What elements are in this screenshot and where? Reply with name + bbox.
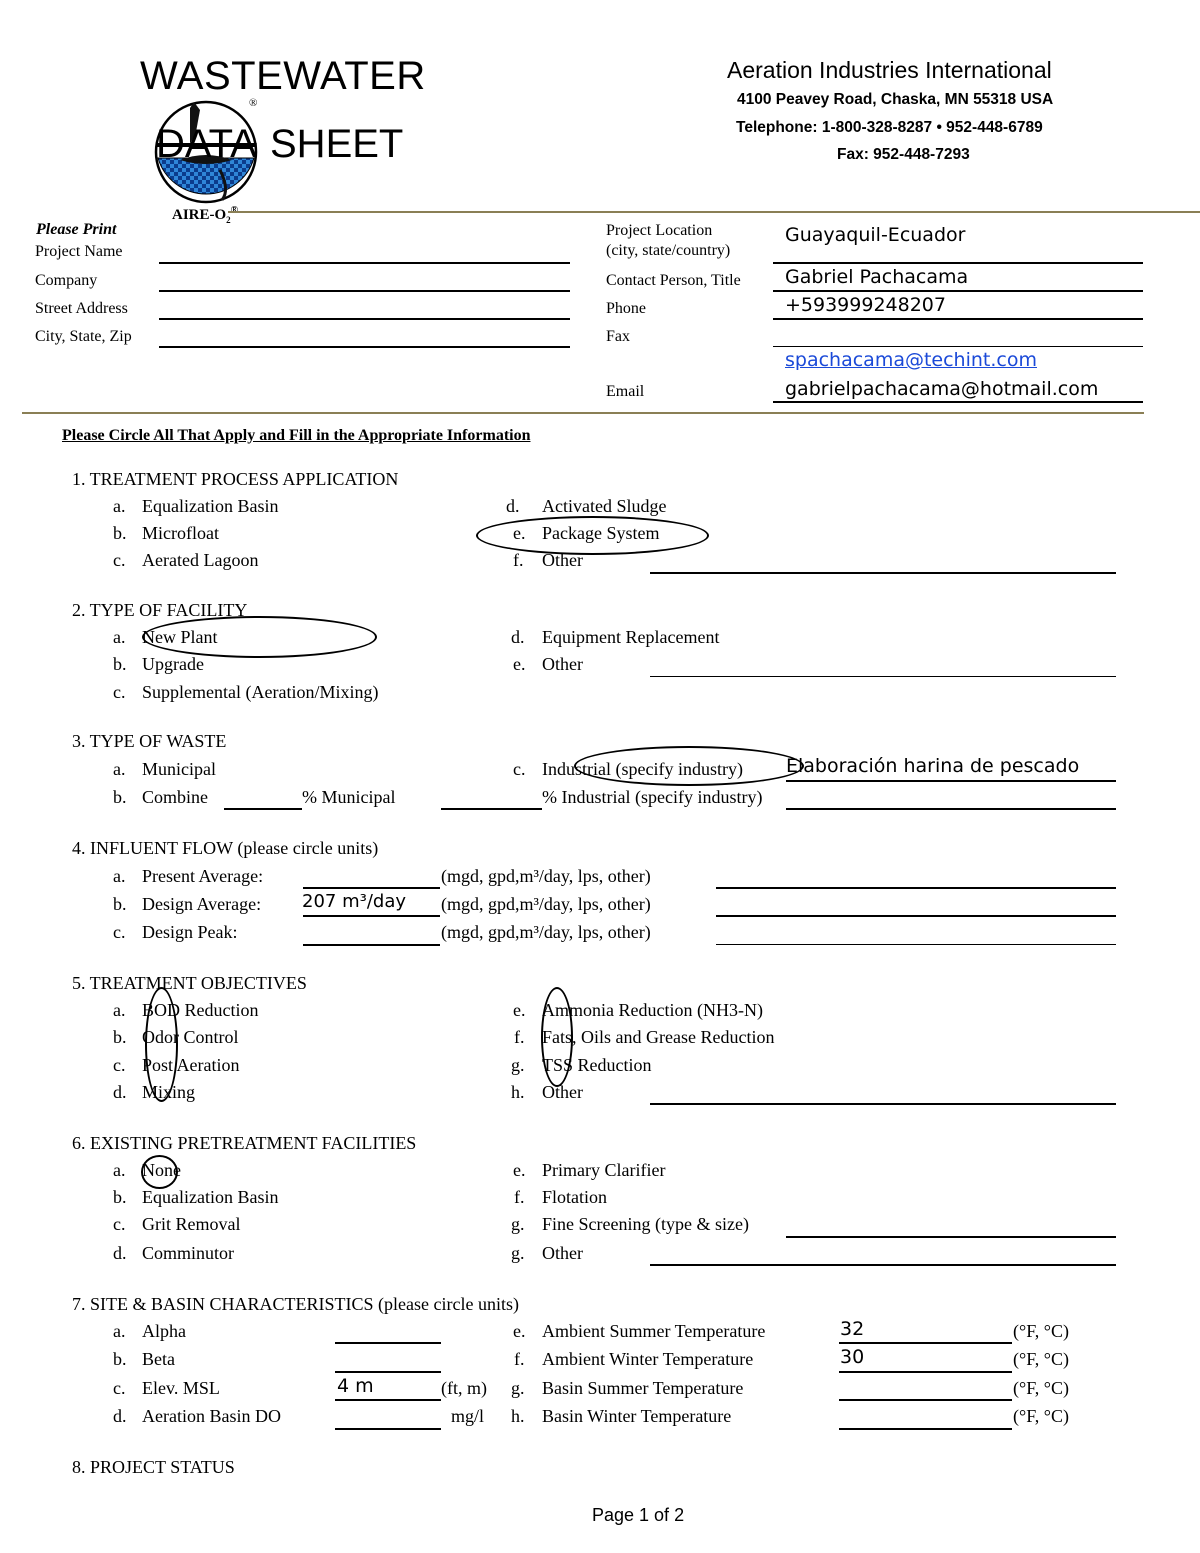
other-field[interactable] (650, 1264, 1116, 1266)
phone-label: Phone (606, 300, 646, 317)
option-supplemental[interactable]: Supplemental (Aeration/Mixing) (142, 682, 379, 702)
option-municipal[interactable]: Municipal (142, 759, 216, 779)
fax-field[interactable] (773, 346, 1143, 347)
instructions: Please Circle All That Apply and Fill in the Appropriate Information (62, 427, 531, 444)
project-location-value[interactable]: Guayaquil-Ecuador (785, 224, 966, 246)
circle-mark-package-system (476, 516, 709, 555)
industry-value[interactable]: Elaboración harina de pescado (786, 755, 1080, 777)
option-microfloat[interactable]: Microfloat (142, 523, 219, 543)
option-other[interactable]: Other (542, 1082, 583, 1102)
design-peak-field[interactable] (303, 944, 440, 946)
option-tss-reduction[interactable]: TSS Reduction (542, 1055, 652, 1075)
option-primary-clarifier[interactable]: Primary Clarifier (542, 1160, 666, 1180)
company-address: 4100 Peavey Road, Chaska, MN 55318 USA (737, 91, 1054, 108)
logo-title-sheet: SHEET (270, 122, 404, 166)
page-number: Page 1 of 2 (592, 1505, 685, 1525)
phone-field[interactable] (773, 318, 1143, 320)
design-peak-other-field[interactable] (716, 944, 1116, 945)
circle-mark-none (141, 1155, 178, 1189)
logo-registered: ® (249, 97, 258, 109)
contact-person-field[interactable] (773, 290, 1143, 292)
company-fax: Fax: 952-448-7293 (837, 146, 970, 163)
logo-brand-text: AIRE-O (172, 207, 227, 223)
alpha-field[interactable] (335, 1342, 441, 1344)
option-fine-screening[interactable]: Fine Screening (type & size) (542, 1214, 749, 1234)
letter-c: c. (113, 1378, 126, 1398)
email-field[interactable] (773, 401, 1143, 403)
header-divider (228, 211, 1200, 213)
basin-summer-units[interactable]: (°F, °C) (1013, 1378, 1069, 1398)
option-ammonia-reduction[interactable]: Ammonia Reduction (NH3-N) (542, 1000, 763, 1020)
company-name: Aeration Industries International (727, 57, 1052, 83)
combine-industry-field[interactable] (786, 808, 1116, 810)
other-field[interactable] (650, 572, 1116, 574)
elev-msl-units[interactable]: (ft, m) (441, 1378, 487, 1398)
project-location-label-2: (city, state/country) (606, 242, 731, 259)
option-aerated-lagoon[interactable]: Aerated Lagoon (142, 550, 259, 570)
street-address-field[interactable] (159, 318, 570, 320)
option-other[interactable]: Other (542, 550, 583, 570)
letter-a: a. (113, 496, 126, 516)
section-4-title: 4. INFLUENT FLOW (please circle units) (72, 838, 379, 858)
option-mixing[interactable]: Mixing (142, 1082, 196, 1102)
option-flotation[interactable]: Flotation (542, 1187, 608, 1207)
letter-g: g. (511, 1243, 525, 1263)
section-1-title: 1. TREATMENT PROCESS APPLICATION (72, 469, 399, 489)
company-label: Company (35, 272, 98, 289)
letter-b: b. (113, 1027, 127, 1047)
letter-e: e. (513, 654, 526, 674)
circle-mark-industrial (574, 746, 804, 786)
letter-f: f. (514, 1349, 525, 1369)
option-post-aeration[interactable]: Post Aeration (142, 1055, 240, 1075)
combine-municipal-pct-field[interactable] (224, 808, 302, 810)
option-bod-reduction[interactable]: BOD Reduction (142, 1000, 259, 1020)
basin-winter-label: Basin Winter Temperature (542, 1406, 732, 1426)
logo-brand-reg: ® (230, 205, 239, 216)
letter-c: c. (113, 1055, 126, 1075)
letter-d: d. (113, 1082, 127, 1102)
letter-a: a. (113, 1160, 126, 1180)
industry-field[interactable] (786, 780, 1116, 782)
design-average-label: Design Average: (142, 894, 262, 914)
letter-e: e. (513, 523, 526, 543)
circle-mark-left-column (145, 987, 178, 1102)
beta-field[interactable] (335, 1371, 441, 1373)
option-other[interactable]: Other (542, 1243, 583, 1263)
option-equipment-replacement[interactable]: Equipment Replacement (542, 627, 720, 647)
fine-screening-field[interactable] (786, 1236, 1116, 1238)
letter-f: f. (514, 1187, 525, 1207)
letter-e: e. (513, 1160, 526, 1180)
combine-municipal-label: % Municipal (302, 787, 396, 807)
option-odor-control[interactable]: Odor Control (142, 1027, 239, 1047)
letter-d: d. (113, 1243, 127, 1263)
design-peak-label: Design Peak: (142, 922, 238, 942)
email-label: Email (606, 383, 645, 400)
letter-a: a. (113, 1321, 126, 1341)
letter-g: g. (511, 1378, 525, 1398)
option-grit-removal[interactable]: Grit Removal (142, 1214, 241, 1234)
company-telephone: Telephone: 1-800-328-8287 • 952-448-6789 (736, 119, 1043, 136)
letter-b: b. (113, 523, 127, 543)
letter-d: d. (511, 627, 525, 647)
ambient-winter-units[interactable]: (°F, °C) (1013, 1349, 1069, 1369)
elev-msl-label: Elev. MSL (142, 1378, 220, 1398)
phone-value[interactable]: +593999248207 (785, 294, 946, 316)
ambient-summer-label: Ambient Summer Temperature (542, 1321, 766, 1341)
letter-a: a. (113, 627, 126, 647)
letter-e: e. (513, 1321, 526, 1341)
present-average-label: Present Average: (142, 866, 264, 886)
ambient-winter-label: Ambient Winter Temperature (542, 1349, 754, 1369)
letter-d: d. (506, 496, 520, 516)
ambient-summer-value[interactable]: 32 (840, 1318, 865, 1340)
letter-b: b. (113, 1187, 127, 1207)
design-peak-units[interactable]: (mgd, gpd,m³/day, lps, other) (441, 922, 651, 942)
aeration-basin-do-unit: mg/l (451, 1406, 485, 1426)
other-field[interactable] (650, 1103, 1116, 1105)
option-comminutor[interactable]: Comminutor (142, 1243, 235, 1263)
contact-person-value[interactable]: Gabriel Pachacama (785, 266, 969, 288)
option-fog-reduction[interactable]: Fats, Oils and Grease Reduction (542, 1027, 775, 1047)
design-average-field[interactable] (303, 915, 440, 917)
ambient-winter-value[interactable]: 30 (840, 1346, 865, 1368)
section-6-title: 6. EXISTING PRETREATMENT FACILITIES (72, 1133, 417, 1153)
present-average-other-field[interactable] (716, 887, 1116, 889)
letter-g: g. (511, 1055, 525, 1075)
beta-label: Beta (142, 1349, 175, 1369)
design-average-value[interactable]: 207 m³/day (302, 891, 407, 912)
letter-b: b. (113, 894, 127, 914)
section-8-title: 8. PROJECT STATUS (72, 1457, 235, 1477)
design-average-other-field[interactable] (716, 915, 1116, 917)
letter-e: e. (513, 1000, 526, 1020)
letter-c: c. (113, 1214, 126, 1234)
option-other[interactable]: Other (542, 654, 583, 674)
logo-brand (172, 205, 238, 225)
section-3-title: 3. TYPE OF WASTE (72, 731, 227, 751)
letter-h: h. (511, 1082, 525, 1102)
circle-mark-right-column (541, 987, 573, 1087)
option-activated-sludge[interactable]: Activated Sludge (542, 496, 667, 516)
project-name-field[interactable] (159, 262, 570, 264)
letter-d: d. (113, 1406, 127, 1426)
option-package-system[interactable]: Package System (542, 523, 660, 543)
combine-industrial-pct-field[interactable] (441, 808, 542, 810)
design-average-units[interactable]: (mgd, gpd,m³/day, lps, other) (441, 894, 651, 914)
street-address-label: Street Address (35, 300, 128, 317)
ambient-winter-field[interactable] (839, 1371, 1012, 1373)
basin-summer-field[interactable] (839, 1399, 1012, 1401)
option-upgrade[interactable]: Upgrade (142, 654, 204, 674)
letter-c: c. (113, 550, 126, 570)
ambient-summer-units[interactable]: (°F, °C) (1013, 1321, 1069, 1341)
letter-f: f. (514, 1027, 525, 1047)
basin-winter-units[interactable]: (°F, °C) (1013, 1406, 1069, 1426)
letter-h: h. (511, 1406, 525, 1426)
city-state-zip-label: City, State, Zip (35, 328, 132, 345)
circle-mark-new-plant (142, 616, 377, 658)
project-name-label: Project Name (35, 243, 123, 260)
option-equalization-basin[interactable]: Equalization Basin (142, 1187, 279, 1207)
letter-c: c. (113, 922, 126, 942)
section-7-title: 7. SITE & BASIN CHARACTERISTICS (please circle units) (72, 1294, 519, 1314)
please-print-label: Please Print (36, 221, 117, 238)
letter-a: a. (113, 866, 126, 886)
letter-b: b. (113, 787, 127, 807)
letter-f: f. (513, 550, 524, 570)
combine-industrial-label: % Industrial (specify industry) (542, 787, 763, 807)
aeration-basin-do-label: Aeration Basin DO (142, 1406, 281, 1426)
present-average-units[interactable]: (mgd, gpd,m³/day, lps, other) (441, 866, 651, 886)
letter-a: a. (113, 759, 126, 779)
fax-label: Fax (606, 328, 630, 345)
city-state-zip-field[interactable] (159, 346, 570, 348)
present-average-field[interactable] (303, 887, 440, 889)
logo-title-line1: WASTEWATER (140, 54, 426, 98)
aeration-basin-do-field[interactable] (335, 1428, 441, 1430)
company-field[interactable] (159, 290, 570, 292)
project-location-field[interactable] (773, 262, 1143, 264)
letter-c: c. (513, 759, 526, 779)
elev-msl-value[interactable]: 4 m (337, 1375, 374, 1397)
option-industrial[interactable]: Industrial (specify industry) (542, 759, 743, 779)
letter-c: c. (113, 682, 126, 702)
basin-winter-field[interactable] (839, 1428, 1012, 1430)
project-location-label-1: Project Location (606, 222, 713, 239)
option-new-plant[interactable]: New Plant (142, 627, 218, 647)
other-field[interactable] (650, 676, 1116, 677)
logo-brand-sub: 2 (226, 215, 231, 225)
email-value[interactable]: gabrielpachacama@hotmail.com (785, 378, 1099, 400)
elev-msl-field[interactable] (335, 1399, 441, 1401)
form-divider (22, 412, 1144, 414)
option-combine[interactable]: Combine (142, 787, 208, 807)
contact-person-label: Contact Person, Title (606, 272, 741, 289)
letter-a: a. (113, 1000, 126, 1020)
ambient-summer-field[interactable] (839, 1342, 1012, 1344)
letter-b: b. (113, 654, 127, 674)
logo-title-data: DATA (156, 122, 257, 166)
letter-b: b. (113, 1349, 127, 1369)
option-none[interactable]: None (142, 1160, 181, 1180)
letter-g: g. (511, 1214, 525, 1234)
email-link[interactable]: spachacama@techint.com (785, 349, 1037, 371)
alpha-label: Alpha (142, 1321, 186, 1341)
section-5-title: 5. TREATMENT OBJECTIVES (72, 973, 307, 993)
option-equalization-basin[interactable]: Equalization Basin (142, 496, 279, 516)
basin-summer-label: Basin Summer Temperature (542, 1378, 744, 1398)
section-2-title: 2. TYPE OF FACILITY (72, 600, 248, 620)
